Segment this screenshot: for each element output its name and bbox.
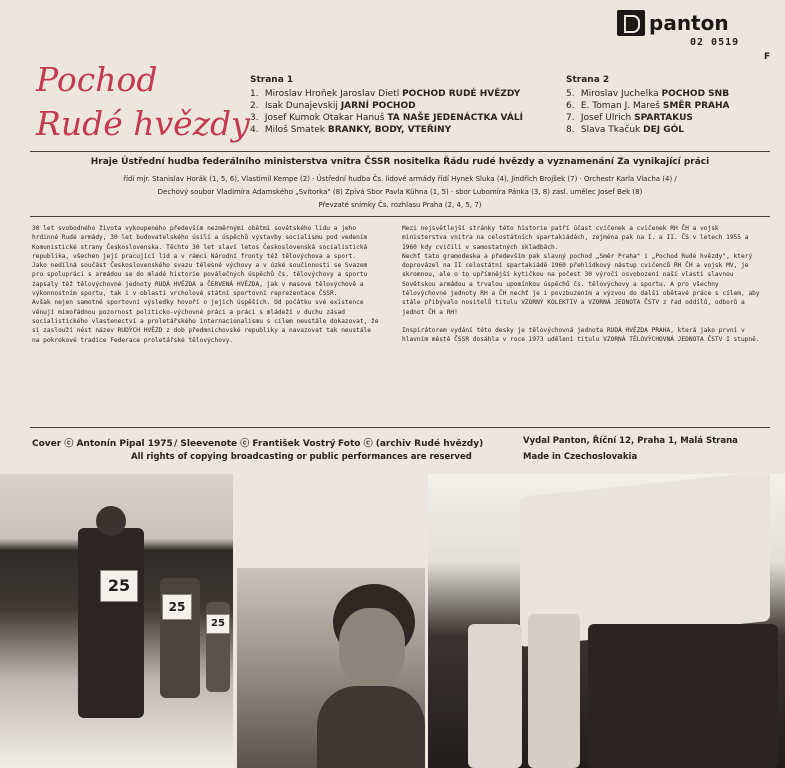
notes-paragraph: Nechť tato gramodeska a především pak slavný pochod „Směr Praha" i „Pochod Rudé hvězdy", který doprovázel na II celostátní spartakiádě 1960 přehlídkový nástup cvičenců RH ČH a vojsk MV, je skromnou, ale o to upřímnější kytičkou na počest 30 výročí osvobození naší vlasti slavnou Sovětskou armádou a trvalou upomínkou úspěchů čs. tělovýchovy a sportu. A pro všechny tělovýchovné jednoty RH a ČH nechť je i povzbuzením a výzvou do další obětavé práce s cílem, aby stále přibývalo nositelů titulu VZORNÝ KOLEKTIV a VZORNÁ JEDNOTA ČSTV z řad oddílů, odborů a jednot ČH a RH! <box>402 252 760 316</box>
sleeve-notes-left <box>32 224 382 345</box>
album-title-line-1: Pochod <box>36 60 158 99</box>
track-authors: Miloš Smatek <box>264 125 325 135</box>
rights-notice: All rights of copying broadcasting or public performances are reserved <box>131 452 472 462</box>
race-bib: 25 <box>100 570 138 602</box>
track-song: POCHOD SNB <box>661 89 730 99</box>
album-title <box>36 58 250 146</box>
track-number: 5. <box>566 89 575 99</box>
marcher-figure <box>528 614 580 768</box>
track-authors: Miroslav Juchelka <box>580 89 659 99</box>
photo-athlete-portrait <box>237 568 425 768</box>
notes-paragraph: Avšak nejen samotné sportovní výsledky hovoří o jejich úspěších. Od počátku své existence věnují mimořádnou pozornost politicko-výchovné práci a práci s mládeží v duchu zásad socialistického vlastenectví a proletářského internacionalismu s cílem neustále dokazovat, že si zaslouží nést název RUDÝCH HVĚZD z dob předmnichovské republiky a navazovat tak neustále na pokrokové tradice Federace proletářské tělovýchovy. <box>32 299 379 344</box>
track-song: SPARTAKUS <box>634 113 693 123</box>
sleevenote-credit: / Sleevenote ⓒ František Vostrý <box>174 439 336 449</box>
track-song: POCHOD RUDÉ HVĚZDY <box>402 89 521 99</box>
marcher-figure <box>468 624 522 768</box>
notes-paragraph: 30 let svobodného života vykoupeného především nezměrnými obětmi sovětského lidu a jeho hrdinné Rudé armády, 30 let budovatelského úsilí a úspěchů výstavby socialismu pod vedením Komunistické strany Československa. Těchto 30 let slaví letos Československá socialistická republika, všechen její pracující lid a v rámci Národní fronty též tělovýchova a sport. <box>32 225 368 260</box>
track-authors: E. Toman J. Mareš <box>580 101 660 111</box>
side-1-title: Strana 1 <box>250 75 294 85</box>
track-authors: Miroslav Hroňek Jaroslav Dietl <box>264 89 400 99</box>
panton-logo <box>617 10 729 36</box>
face <box>339 608 405 684</box>
track-row <box>250 112 550 124</box>
photo-skiers <box>0 474 233 768</box>
divider <box>30 427 770 428</box>
credits-line: Převzaté snímky Čs. rozhlasu Praha (2, 4, 5, 7) <box>318 201 482 209</box>
skier-figure <box>78 528 144 718</box>
side-2-title: Strana 2 <box>566 75 610 85</box>
track-row <box>566 124 776 136</box>
performer-line: Hraje Ústřední hudba federálního ministerstva vnitra ČSSR nositelka Řádu rudé hvězdy a vyznamenání Za vynikající práci <box>90 157 710 167</box>
track-authors: Isak Dunajevskij <box>264 101 338 111</box>
cover-credit: Cover ⓒ Antonín Pipal 1975 <box>32 439 173 449</box>
sleeve-notes-right <box>402 224 764 345</box>
race-bib: 25 <box>162 594 192 620</box>
made-in: Made in Czechoslovakia <box>523 452 638 462</box>
format-mark: F <box>764 52 771 62</box>
track-row <box>250 88 550 100</box>
track-authors: Slava Tkačuk <box>580 125 641 135</box>
skier-head <box>96 506 126 536</box>
track-song: DEJ GÓL <box>643 125 684 135</box>
photo-parade <box>428 474 785 768</box>
performer-credits <box>34 173 766 212</box>
track-number: 6. <box>566 101 575 111</box>
credits-line: řídí mjr. Stanislav Horák (1, 5, 6), Vlastimil Kempe (2) · Ústřední hudba Čs. lidové armády řídí Hynek Sluka (4), Jindřich Brojšek (7) · Orchestr Karla Vlacha (4) / <box>123 175 677 183</box>
notes-paragraph: Mezi nejsvětlejší stránky této historie patří účast cvičenek a cvičenek RH ČH a vojsk ministerstva vnitra na celostátních spartakiádách, zejména pak na I. a II. ČS v letech 1955 a 1960 kdy cvičili v samostatných skladbách. <box>402 225 749 251</box>
crowd <box>588 624 778 768</box>
track-number: 8. <box>566 125 575 135</box>
album-title-line-2: Rudé hvězdy <box>36 104 250 143</box>
catalog-number: 02 0519 <box>690 37 740 48</box>
divider <box>30 151 770 152</box>
track-song: SMĚR PRAHA <box>662 101 730 111</box>
track-row <box>566 100 776 112</box>
track-row <box>566 88 776 100</box>
track-authors: Josef Kumok Otakar Hanuš <box>264 113 385 123</box>
panton-logo-icon <box>617 10 645 36</box>
track-number: 3. <box>250 113 259 123</box>
track-row <box>566 112 776 124</box>
track-row <box>250 124 550 136</box>
side-2-tracklist <box>566 74 776 136</box>
track-number: 1. <box>250 89 259 99</box>
divider <box>30 216 770 217</box>
track-authors: Josef Ulrich <box>580 113 632 123</box>
track-number: 7. <box>566 113 575 123</box>
publisher-credit: Vydal Panton, Říční 12, Praha 1, Malá Strana <box>523 436 738 446</box>
track-song: BRANKY, BODY, VTEŘINY <box>327 125 452 135</box>
brand-name: panton <box>649 11 729 35</box>
shirt <box>317 686 425 768</box>
track-number: 2. <box>250 101 259 111</box>
credits-line: Dechový soubor Vladimíra Adamského „Svitorka" (8) Zpívá Sbor Pavla Kühna (1, 5) · sbor Lubomíra Pánka (3, 8) zasl. umělec Josef Bek (8) <box>157 188 643 196</box>
photo-credit: Foto ⓒ (archiv Rudé hvězdy) <box>338 439 484 449</box>
track-song: TA NAŠE JEDENÁCTKA VÁLÍ <box>387 113 523 123</box>
track-row <box>250 100 550 112</box>
track-number: 4. <box>250 125 259 135</box>
notes-paragraph: Jako nedílná součást Československého svazu tělesné výchovy a v úzké součinnosti se Svazem pro spolupráci s armádou se do mladé historie poválečných úspěchů čs. tělovýchovy a sportu zapsaly též tělovýchovné jednoty RUDÁ HVĚZDA a ČERVENÁ HVĚZDA, jak v masové tělovýchově a výkonnostním sportu, tak i v oblasti vrcholové státní sportovní reprezentace ČSSR. <box>32 262 368 298</box>
track-song: JARNÍ POCHOD <box>340 101 416 111</box>
race-bib: 25 <box>206 614 230 634</box>
side-1-tracklist <box>250 74 550 136</box>
notes-paragraph: Inspirátorem vydání této desky je tělovýchovná jednota RUDÁ HVĚZDA PRAHA, která jako první v hlavním městě ČSSR dosáhla v roce 1973 udělení titulu VZORNÁ TĚLOVÝCHOVNÁ JEDNOTA ČSTV I stupně. <box>402 326 760 344</box>
